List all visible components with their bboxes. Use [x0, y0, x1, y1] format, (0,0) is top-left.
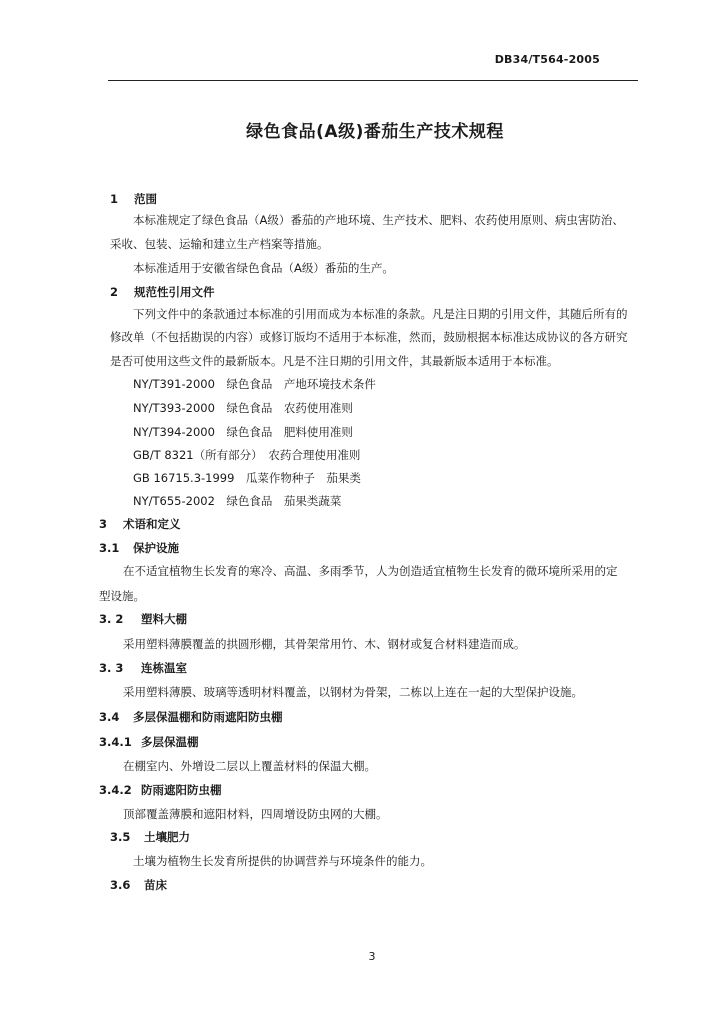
- section-title: 多层保温棚: [141, 735, 199, 749]
- header-rule: [108, 80, 638, 81]
- section-3-3-heading: [99, 660, 187, 676]
- paragraph-line: 修改单（不包括勘误的内容）或修订版均不适用于本标准，然而，鼓励根据本标准达成协议的各方研究: [110, 330, 628, 344]
- section-title: 范围: [134, 192, 157, 206]
- section-number: 3.6: [110, 878, 131, 892]
- paragraph-line: 本标准规定了绿色食品（A级）番茄的产地环境、生产技术、肥料、农药使用原则、病虫害防治、: [133, 213, 624, 227]
- section-3-5-heading: [110, 829, 190, 845]
- section-number: 3. 3: [99, 661, 124, 675]
- paragraph-line: 是否可使用这些文件的最新版本。凡是不注日期的引用文件，其最新版本适用于本标准。: [110, 354, 559, 368]
- section-number: 1: [110, 192, 119, 206]
- section-3-6-heading: [110, 877, 167, 893]
- document-code: DB34/T564-2005: [494, 53, 600, 66]
- paragraph-line: 下列文件中的条款通过本标准的引用而成为本标准的条款。凡是注日期的引用文件，其随后所有的: [133, 307, 628, 321]
- section-3-2-heading: [99, 611, 187, 627]
- section-title: 连栋温室: [141, 661, 187, 675]
- paragraph-line: 在不适宜植物生长发育的寒冷、高温、多雨季节，人为创造适宜植物生长发育的微环境所采用的定: [123, 564, 618, 578]
- section-3-4-heading: [99, 709, 283, 725]
- section-3-4-2-heading: [99, 782, 222, 798]
- section-2-heading: [110, 284, 215, 300]
- section-3-4-1-heading: [99, 734, 199, 750]
- section-number: 3: [99, 517, 108, 531]
- section-number: 3.4.1: [99, 735, 132, 749]
- section-title: 保护设施: [133, 541, 179, 555]
- section-1-heading: [110, 191, 157, 207]
- reference-item: GB/T 8321（所有部分） 农药合理使用准则: [133, 448, 361, 462]
- section-title: 多层保温棚和防雨遮阳防虫棚: [133, 710, 283, 724]
- section-title: 规范性引用文件: [134, 285, 215, 299]
- reference-item: GB 16715.3-1999 瓜菜作物种子 茄果类: [133, 471, 361, 485]
- section-number: 3.4: [99, 710, 120, 724]
- paragraph-line: 型设施。: [99, 589, 145, 603]
- section-number: 2: [110, 285, 119, 299]
- section-title: 苗床: [144, 878, 167, 892]
- section-3-heading: [99, 516, 181, 532]
- section-number: 3. 2: [99, 612, 124, 626]
- reference-item: NY/T655-2002 绿色食品 茄果类蔬菜: [133, 494, 342, 508]
- paragraph-line: 采用塑料薄膜、玻璃等透明材料覆盖，以钢材为骨架，二栋以上连在一起的大型保护设施。: [123, 685, 583, 699]
- section-3-1-heading: [99, 540, 179, 556]
- section-title: 术语和定义: [123, 517, 181, 531]
- reference-item: NY/T393-2000 绿色食品 农药使用准则: [133, 401, 353, 415]
- paragraph-line: 采收、包装、运输和建立生产档案等措施。: [110, 237, 329, 251]
- reference-item: NY/T394-2000 绿色食品 肥料使用准则: [133, 425, 353, 439]
- page-number: 3: [368, 950, 376, 963]
- section-title: 防雨遮阳防虫棚: [141, 783, 222, 797]
- section-number: 3.5: [110, 830, 131, 844]
- paragraph-line: 采用塑料薄膜覆盖的拱圆形棚，其骨架常用竹、木、钢材或复合材料建造而成。: [123, 637, 526, 651]
- section-number: 3.4.2: [99, 783, 132, 797]
- reference-item: NY/T391-2000 绿色食品 产地环境技术条件: [133, 377, 376, 391]
- section-title: 塑料大棚: [141, 612, 187, 626]
- paragraph-line: 在棚室内、外增设二层以上覆盖材料的保温大棚。: [123, 759, 376, 773]
- section-title: 土壤肥力: [144, 830, 190, 844]
- section-number: 3.1: [99, 541, 120, 555]
- paragraph-line: 本标准适用于安徽省绿色食品（A级）番茄的生产。: [133, 261, 394, 275]
- paragraph-line: 顶部覆盖薄膜和遮阳材料，四周增设防虫网的大棚。: [123, 807, 388, 821]
- document-title: 绿色食品(A级)番茄生产技术规程: [246, 122, 504, 142]
- paragraph-line: 土壤为植物生长发育所提供的协调营养与环境条件的能力。: [133, 854, 432, 868]
